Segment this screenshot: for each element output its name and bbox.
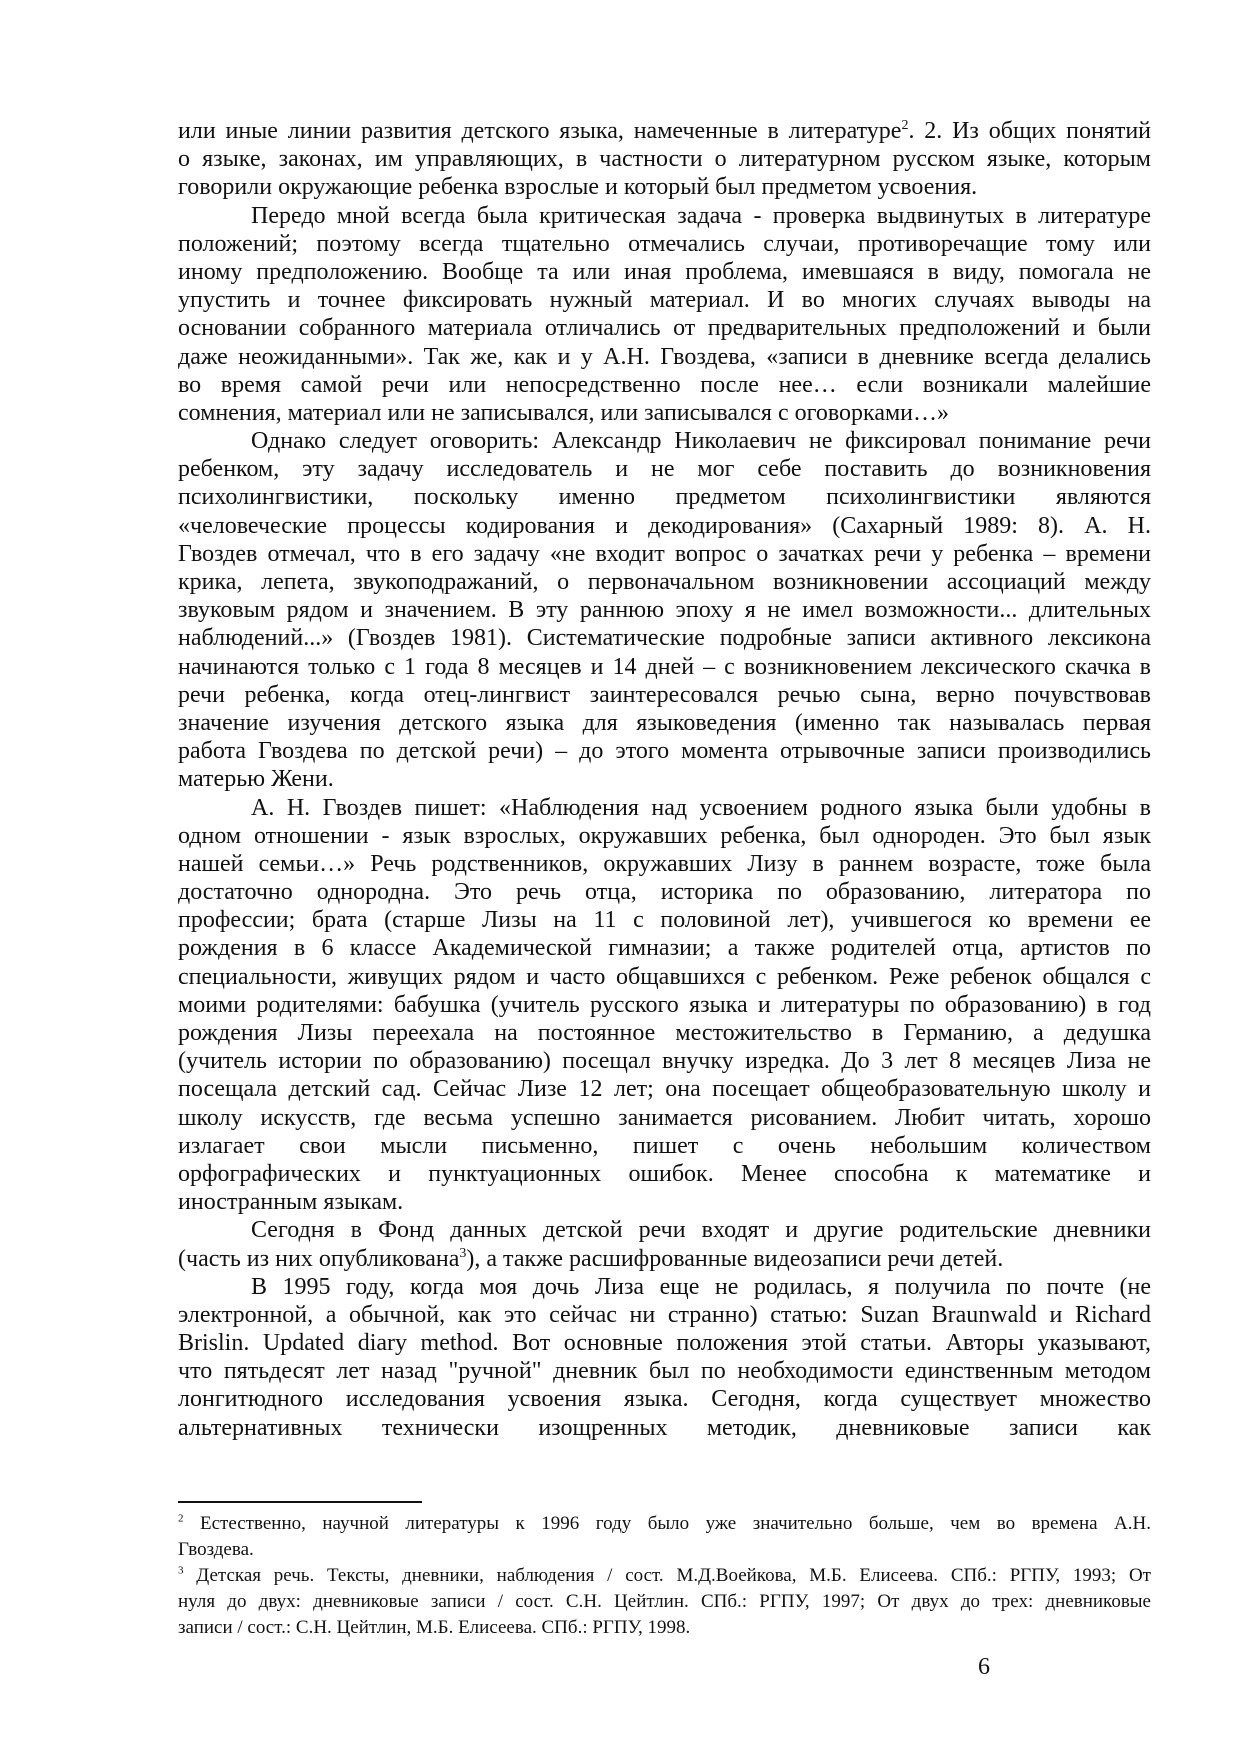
- text-line: иностранным языкам.: [178, 1189, 404, 1216]
- text-line: А. Н. Гвоздев пишет: «Наблюдения над усвоением родного языка были удобны в: [251, 794, 1151, 821]
- footnote: [178, 1563, 1151, 1641]
- text-line: излагает свои мысли письменно, пишет с очень небольшим количеством: [178, 1132, 1151, 1159]
- text-line: речи ребенка, когда отец-лингвист заинтересовался речью сына, верно почувствовав: [178, 681, 1151, 708]
- text-line: сомнения, материал или не записывался, или записывался с оговорками…»: [178, 399, 950, 426]
- text-line: моими родителями: бабушка (учитель русского языка и литературы по образованию) в год: [178, 991, 1151, 1018]
- text-line: «человеческие процессы кодирования и декодирования» (Сахарный 1989: 8). А. Н.: [178, 512, 1151, 539]
- text-line: даже неожиданными». Так же, как и у А.Н. Гвоздева, «записи в дневнике всегда делались: [178, 343, 1151, 370]
- footnotes: [178, 1511, 1151, 1641]
- text-line: Однако следует оговорить: Александр Николаевич не фиксировал понимание речи: [251, 428, 1151, 455]
- text-line: одном отношении - язык взрослых, окружавших ребенка, был однороден. Это был язык: [178, 822, 1151, 849]
- text-line: орфографических и пунктуационных ошибок. Менее способна к математике и: [178, 1160, 1151, 1187]
- paragraph: [178, 1216, 1151, 1272]
- line-text: Естественно, научной литературы к 1996 году было уже значительно больше, чем во времена А.Н.: [183, 1513, 1151, 1534]
- text-line: матерью Жени.: [178, 766, 334, 793]
- text-line: [178, 1245, 1151, 1273]
- text-line: во время самой речи или непосредственно после нее… если возникали малейшие: [178, 371, 1151, 398]
- text-line: ребенком, эту задачу исследователь и не мог себе поставить до возникновения: [178, 456, 1151, 483]
- text-line: иному предположению. Вообще та или иная проблема, имевшаяся в виду, помогала не: [178, 258, 1151, 285]
- line-text: ), а также расшифрованные видеозаписи речи детей.: [466, 1245, 1004, 1272]
- text-line: рождения в 6 классе Академической гимназии; а также родителей отца, артистов по: [178, 935, 1151, 962]
- text-line: упустить и точнее фиксировать нужный материал. И во многих случаях выводы на: [178, 287, 1151, 314]
- footnote-separator: [178, 1501, 422, 1503]
- text-line: [178, 1563, 1151, 1589]
- text-line: о языке, законах, им управляющих, в частности о литературном русском языке, которым: [178, 146, 1151, 173]
- text-line: крика, лепета, звукоподражаний, о первоначальном возникновении ассоциаций между: [178, 569, 1151, 595]
- text-line: наблюдений...» (Гвоздев 1981). Систематические подробные записи активного лексикона: [178, 625, 1151, 652]
- text-line: записи / сост.: С.Н. Цейтлин, М.Б. Елисеева. СПб.: РГПУ, 1998.: [178, 1617, 691, 1638]
- text-line: В 1995 году, когда моя дочь Лиза еще не родилась, я получила по почте (не: [251, 1273, 1151, 1300]
- text-line: психолингвистики, поскольку именно предметом психолингвистики являются: [178, 484, 1151, 511]
- text-line: школу искусств, где весьма успешно занимается рисованием. Любит читать, хорошо: [178, 1104, 1151, 1131]
- paragraph: [178, 1273, 1151, 1442]
- footnote-marker: 2: [178, 1512, 184, 1525]
- body-text: [178, 117, 1151, 1442]
- text-line: работа Гвоздева по детской речи) – до этого момента отрывочные записи производились: [178, 738, 1151, 765]
- text-line: нуля до двух: дневниковые записи / сост. С.Н. Цейтлин. СПб.: РГПУ, 1997; От двух до трех: дневниковые: [178, 1591, 1151, 1612]
- text-line: лонгитюдного исследования усвоения языка. Сегодня, когда существует множество: [178, 1386, 1151, 1413]
- text-line: [178, 117, 1151, 145]
- text-line: (учитель истории по образованию) посещал внучку изредка. До 3 лет 8 месяцев Лиза не: [178, 1048, 1151, 1075]
- text-line: Brislin. Updated diary method. Вот основные положения этой статьи. Авторы указывают,: [178, 1330, 1151, 1357]
- text-line: Гвоздева.: [178, 1539, 254, 1560]
- paragraph: [178, 117, 1151, 202]
- footnote-marker: 2: [901, 118, 909, 133]
- line-text: или иные линии развития детского языка, намеченные в литературе: [178, 118, 902, 144]
- text-line: основании собранного материала отличались от предварительных предположений и были: [178, 315, 1151, 342]
- text-line: Гвоздев отмечал, что в его задачу «не входит вопрос о зачатках речи у ребенка – времени: [178, 540, 1151, 567]
- footnote-marker: 3: [178, 1564, 184, 1577]
- line-text: (часть из них опубликована: [178, 1245, 460, 1272]
- text-line: звуковым рядом и значением. В эту раннюю эпоху я не имел возможности... длительных: [178, 597, 1151, 624]
- text-line: альтернативных технически изощренных методик, дневниковые записи как: [178, 1414, 1151, 1441]
- text-line: что пятьдесят лет назад "ручной" дневник был по необходимости единственным методом: [178, 1358, 1151, 1385]
- paragraph: [178, 202, 1151, 428]
- text-line: специальности, живущих рядом и часто общавшихся с ребенком. Реже ребенок общался с: [178, 963, 1151, 990]
- line-text: Детская речь. Тексты, дневники, наблюдения / сост. М.Д.Воейкова, М.Б. Елисеева. СПб.: РГПУ, 1993; От: [183, 1565, 1151, 1586]
- paragraph: [178, 794, 1151, 1217]
- page-number: 6: [978, 1654, 990, 1680]
- text-line: значение изучения детского языка для языковедения (именно так называлась первая: [178, 709, 1151, 736]
- text-line: посещала детский сад. Сейчас Лизе 12 лет; она посещает общеобразовательную школу и: [178, 1076, 1151, 1103]
- text-line: начинаются только с 1 года 8 месяцев и 14 дней – с возникновением лексического скачка в: [178, 653, 1151, 680]
- line-text: . 2. Из общих понятий: [908, 118, 1151, 144]
- paragraph: [178, 427, 1151, 793]
- text-line: нашей семьи…» Речь родственников, окружавших Лизу в раннем возрасте, тоже была: [178, 850, 1151, 877]
- text-line: Передо мной всегда была критическая задача - проверка выдвинутых в литературе: [251, 202, 1151, 229]
- text-line: говорили окружающие ребенка взрослые и который был предметом усвоения.: [178, 174, 978, 201]
- text-line: [178, 1511, 1151, 1537]
- text-line: положений; поэтому всегда тщательно отмечались случаи, противоречащие тому или: [178, 230, 1151, 257]
- text-line: рождения Лизы переехала на постоянное местожительство в Германию, а дедушка: [178, 1020, 1151, 1046]
- text-line: электронной, а обычной, как это сейчас ни странно) статью: Suzan Braunwald и Richard: [178, 1301, 1151, 1328]
- text-line: Сегодня в Фонд данных детской речи входят и другие родительские дневники: [251, 1217, 1151, 1244]
- footnote-marker: 3: [459, 1245, 467, 1261]
- text-line: профессии; брата (старше Лизы на 11 с половиной лет), учившегося ко времени ее: [178, 907, 1151, 934]
- footnote: [178, 1511, 1151, 1563]
- text-line: достаточно однородна. Это речь отца, историка по образованию, литератора по: [178, 879, 1151, 906]
